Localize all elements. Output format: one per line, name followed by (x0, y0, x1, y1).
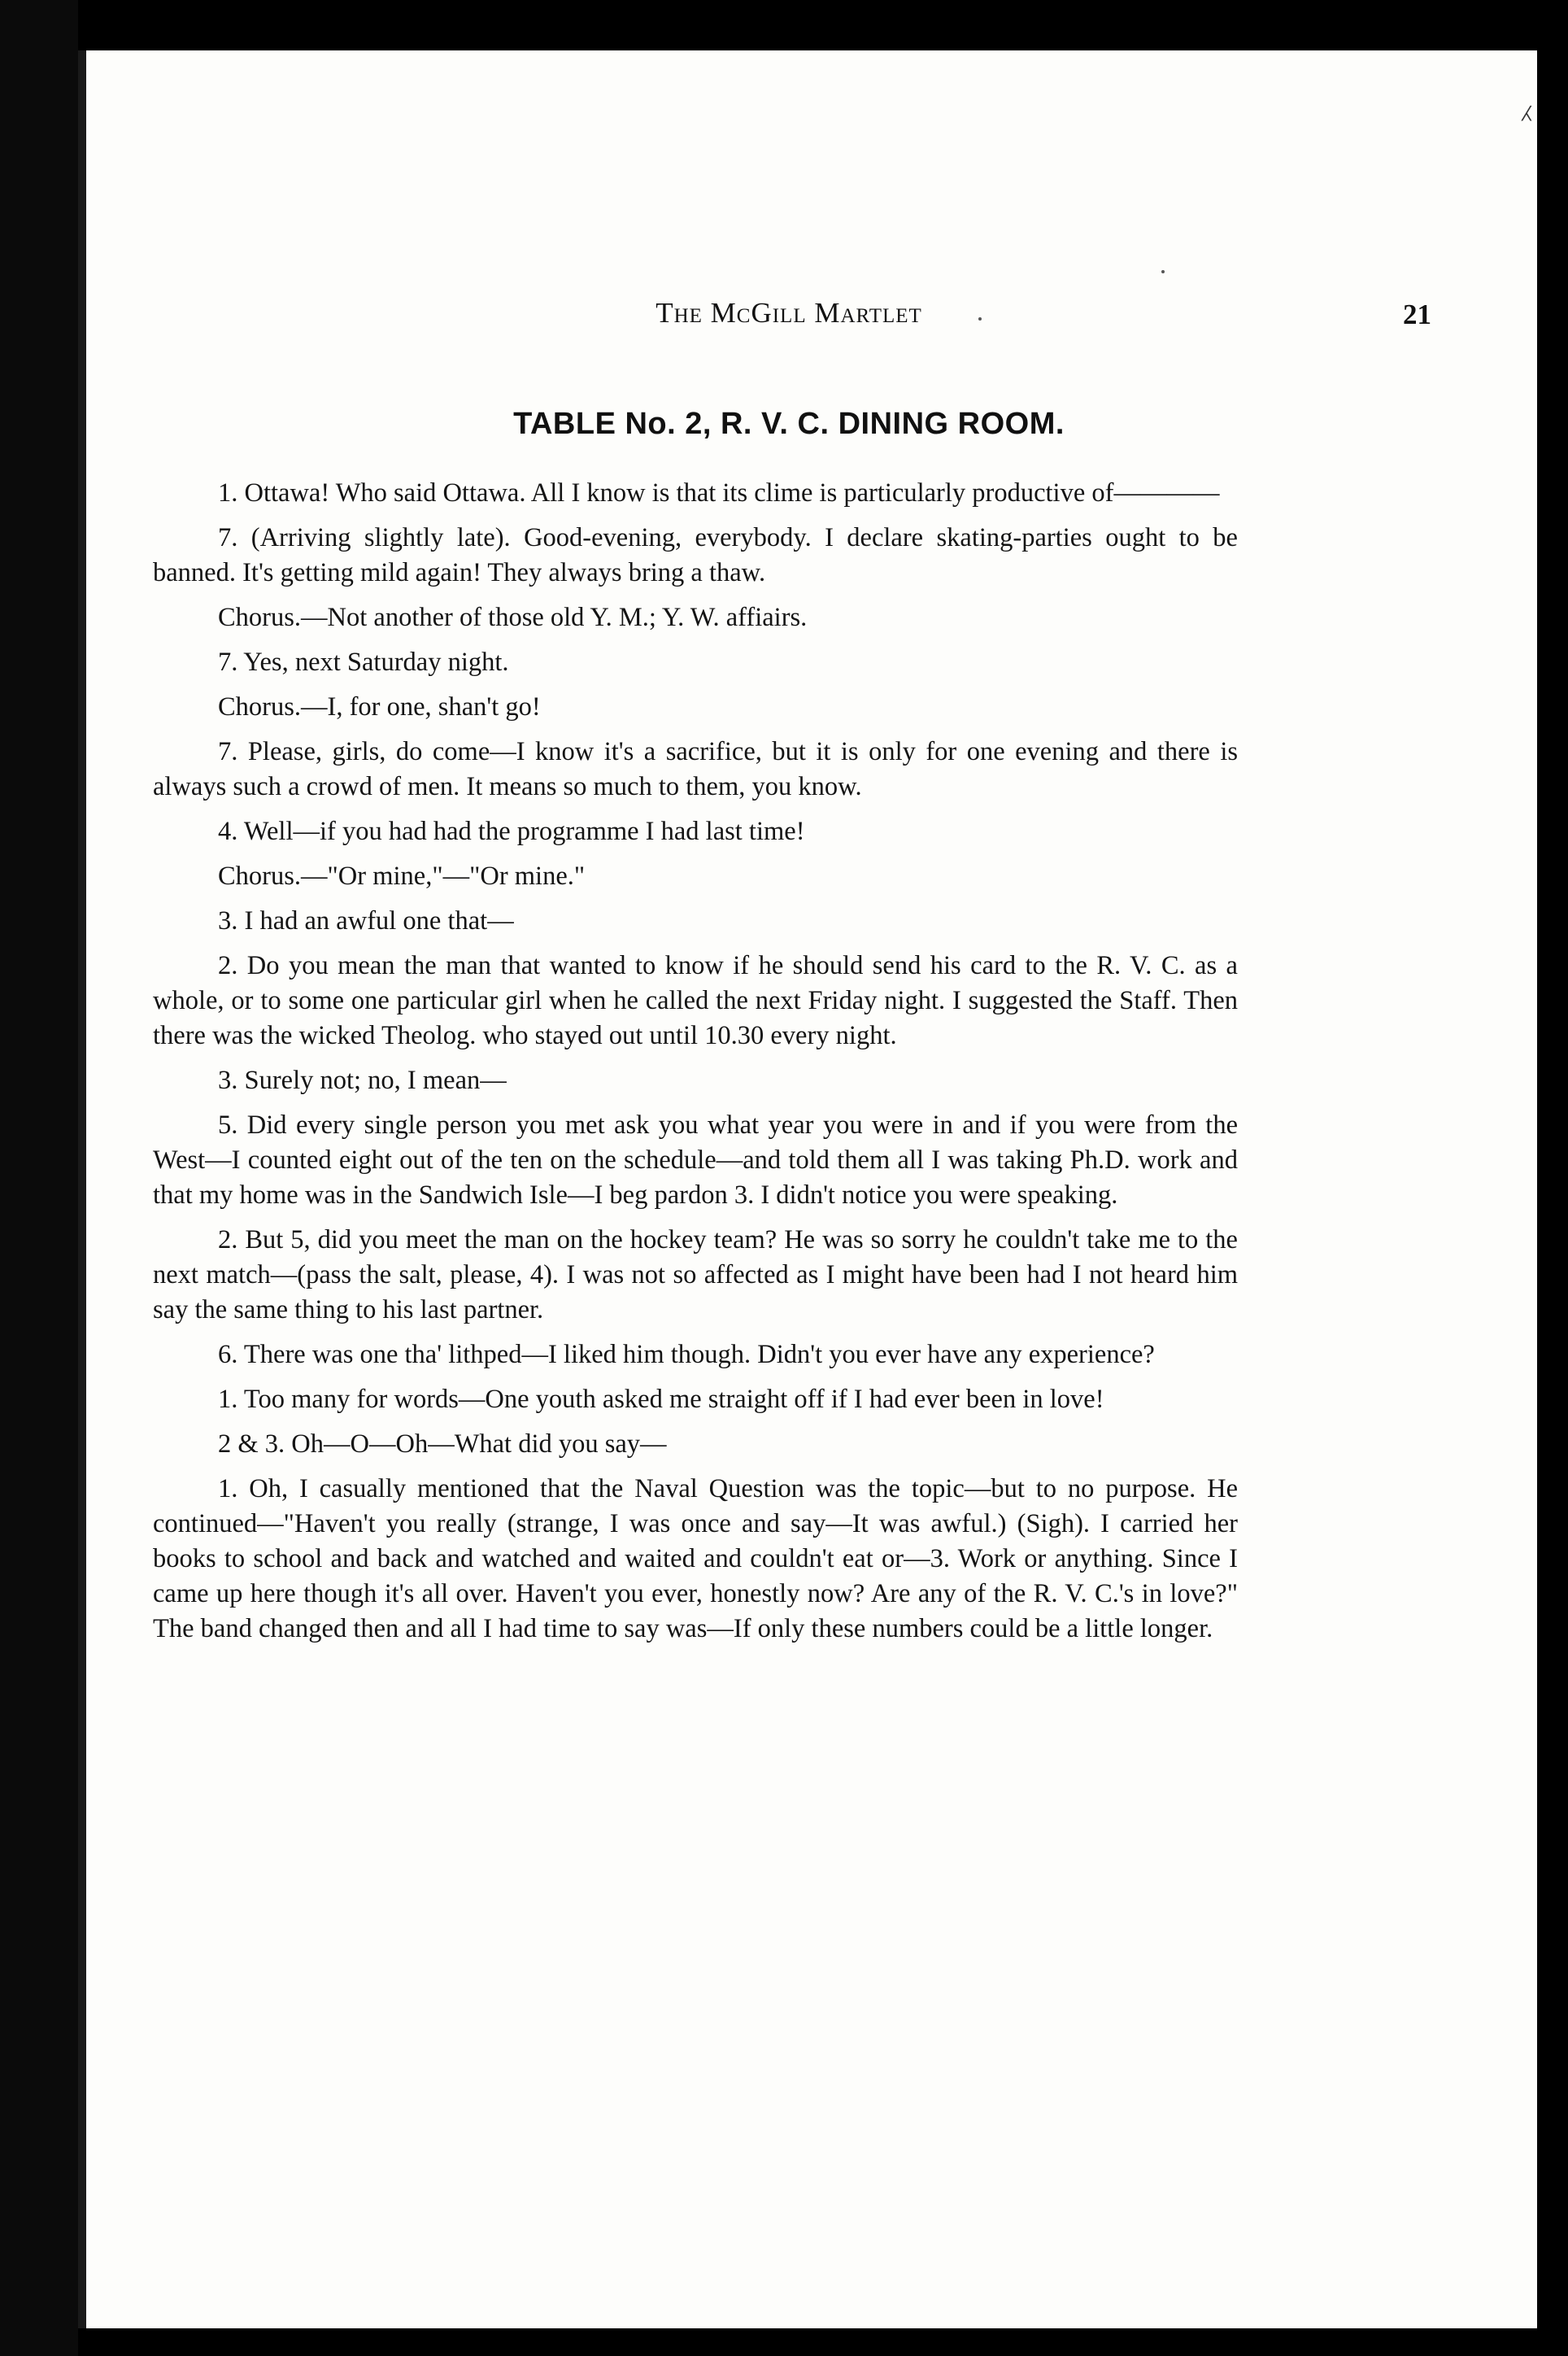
dialogue-paragraph: 2. But 5, did you meet the man on the hockey team? He was so sorry he couldn't take me to the next match—(pass the salt, please, 4). I was not so affected as I might have been had I not heard him say the same thing to his last partner. (153, 1225, 1238, 1324)
scan-mark-icon: ⁁ (1522, 84, 1531, 120)
section-title: TABLE No. 2, R. V. C. DINING ROOM. (513, 407, 1065, 441)
dialogue-paragraph: 3. I had an awful one that— (218, 906, 514, 936)
dialogue-paragraph: 3. Surely not; no, I mean— (218, 1066, 507, 1095)
dialogue-paragraph: Chorus.—I, for one, shan't go! (218, 692, 541, 722)
body-text (153, 476, 1238, 1656)
page-number: 21 (1403, 299, 1431, 330)
scan-speck (1161, 270, 1165, 273)
dialogue-paragraph: 2 & 3. Oh—O—Oh—What did you say— (218, 1429, 667, 1459)
dialogue-paragraph: 6. There was one tha' lithped—I liked him though. Didn't you ever have any experience? (218, 1340, 1155, 1369)
dialogue-paragraph: 7. Please, girls, do come—I know it's a sacrifice, but it is only for one evening and there is always such a crowd of men. It means so much to them, you know. (153, 737, 1238, 801)
dialogue-paragraph: 2. Do you mean the man that wanted to know if he should send his card to the R. V. C. as a whole, or to some one particular girl when he called the next Friday night. I suggested the Staff. Then there was the wicked Theolog. who stayed out until 10.30 every night. (153, 951, 1238, 1050)
dialogue-paragraph: 1. Ottawa! Who said Ottawa. All I know is that its clime is particularly productive of———— (218, 478, 1220, 508)
dialogue-paragraph: 7. Yes, next Saturday night. (218, 648, 509, 677)
dialogue-paragraph: Chorus.—Not another of those old Y. M.; Y. W. affiairs. (218, 603, 808, 632)
scan-border (0, 0, 78, 2356)
dialogue-paragraph: 1. Too many for words—One youth asked me straight off if I had ever been in love! (218, 1385, 1104, 1414)
dialogue-paragraph: 4. Well—if you had had the programme I had last time! (218, 817, 805, 846)
dialogue-paragraph: Chorus.—"Or mine,"—"Or mine." (218, 862, 586, 891)
dialogue-paragraph: 1. Oh, I casually mentioned that the Naval Question was the topic—but to no purpose. He continued—"Haven't you really (strange, I was once and say—It was awful.) (Sigh). I carried her books to school and back and watched and waited and couldn't eat or—3. Work or anything. Since I came up here though it's all over. Haven't you ever, honestly now? Are any of the R. V. C.'s in love?" The band changed then and all I had time to say was—If only these numbers could be a little longer. (153, 1474, 1238, 1643)
dialogue-paragraph: 5. Did every single person you met ask you what year you were in and if you were from the West—I counted eight out of the ten on the schedule—and told them all I was taking Ph.D. work and that my home was in the Sandwich Isle—I beg pardon 3. I didn't notice you were speaking. (153, 1110, 1238, 1210)
running-title: The McGill Martlet (656, 297, 922, 329)
dialogue-paragraph: 7. (Arriving slightly late). Good-evening, everybody. I declare skating-parties ought to be banned. It's getting mild again! They always bring a thaw. (153, 523, 1238, 587)
page-spine-edge (78, 50, 86, 2328)
page-header (146, 297, 1431, 346)
